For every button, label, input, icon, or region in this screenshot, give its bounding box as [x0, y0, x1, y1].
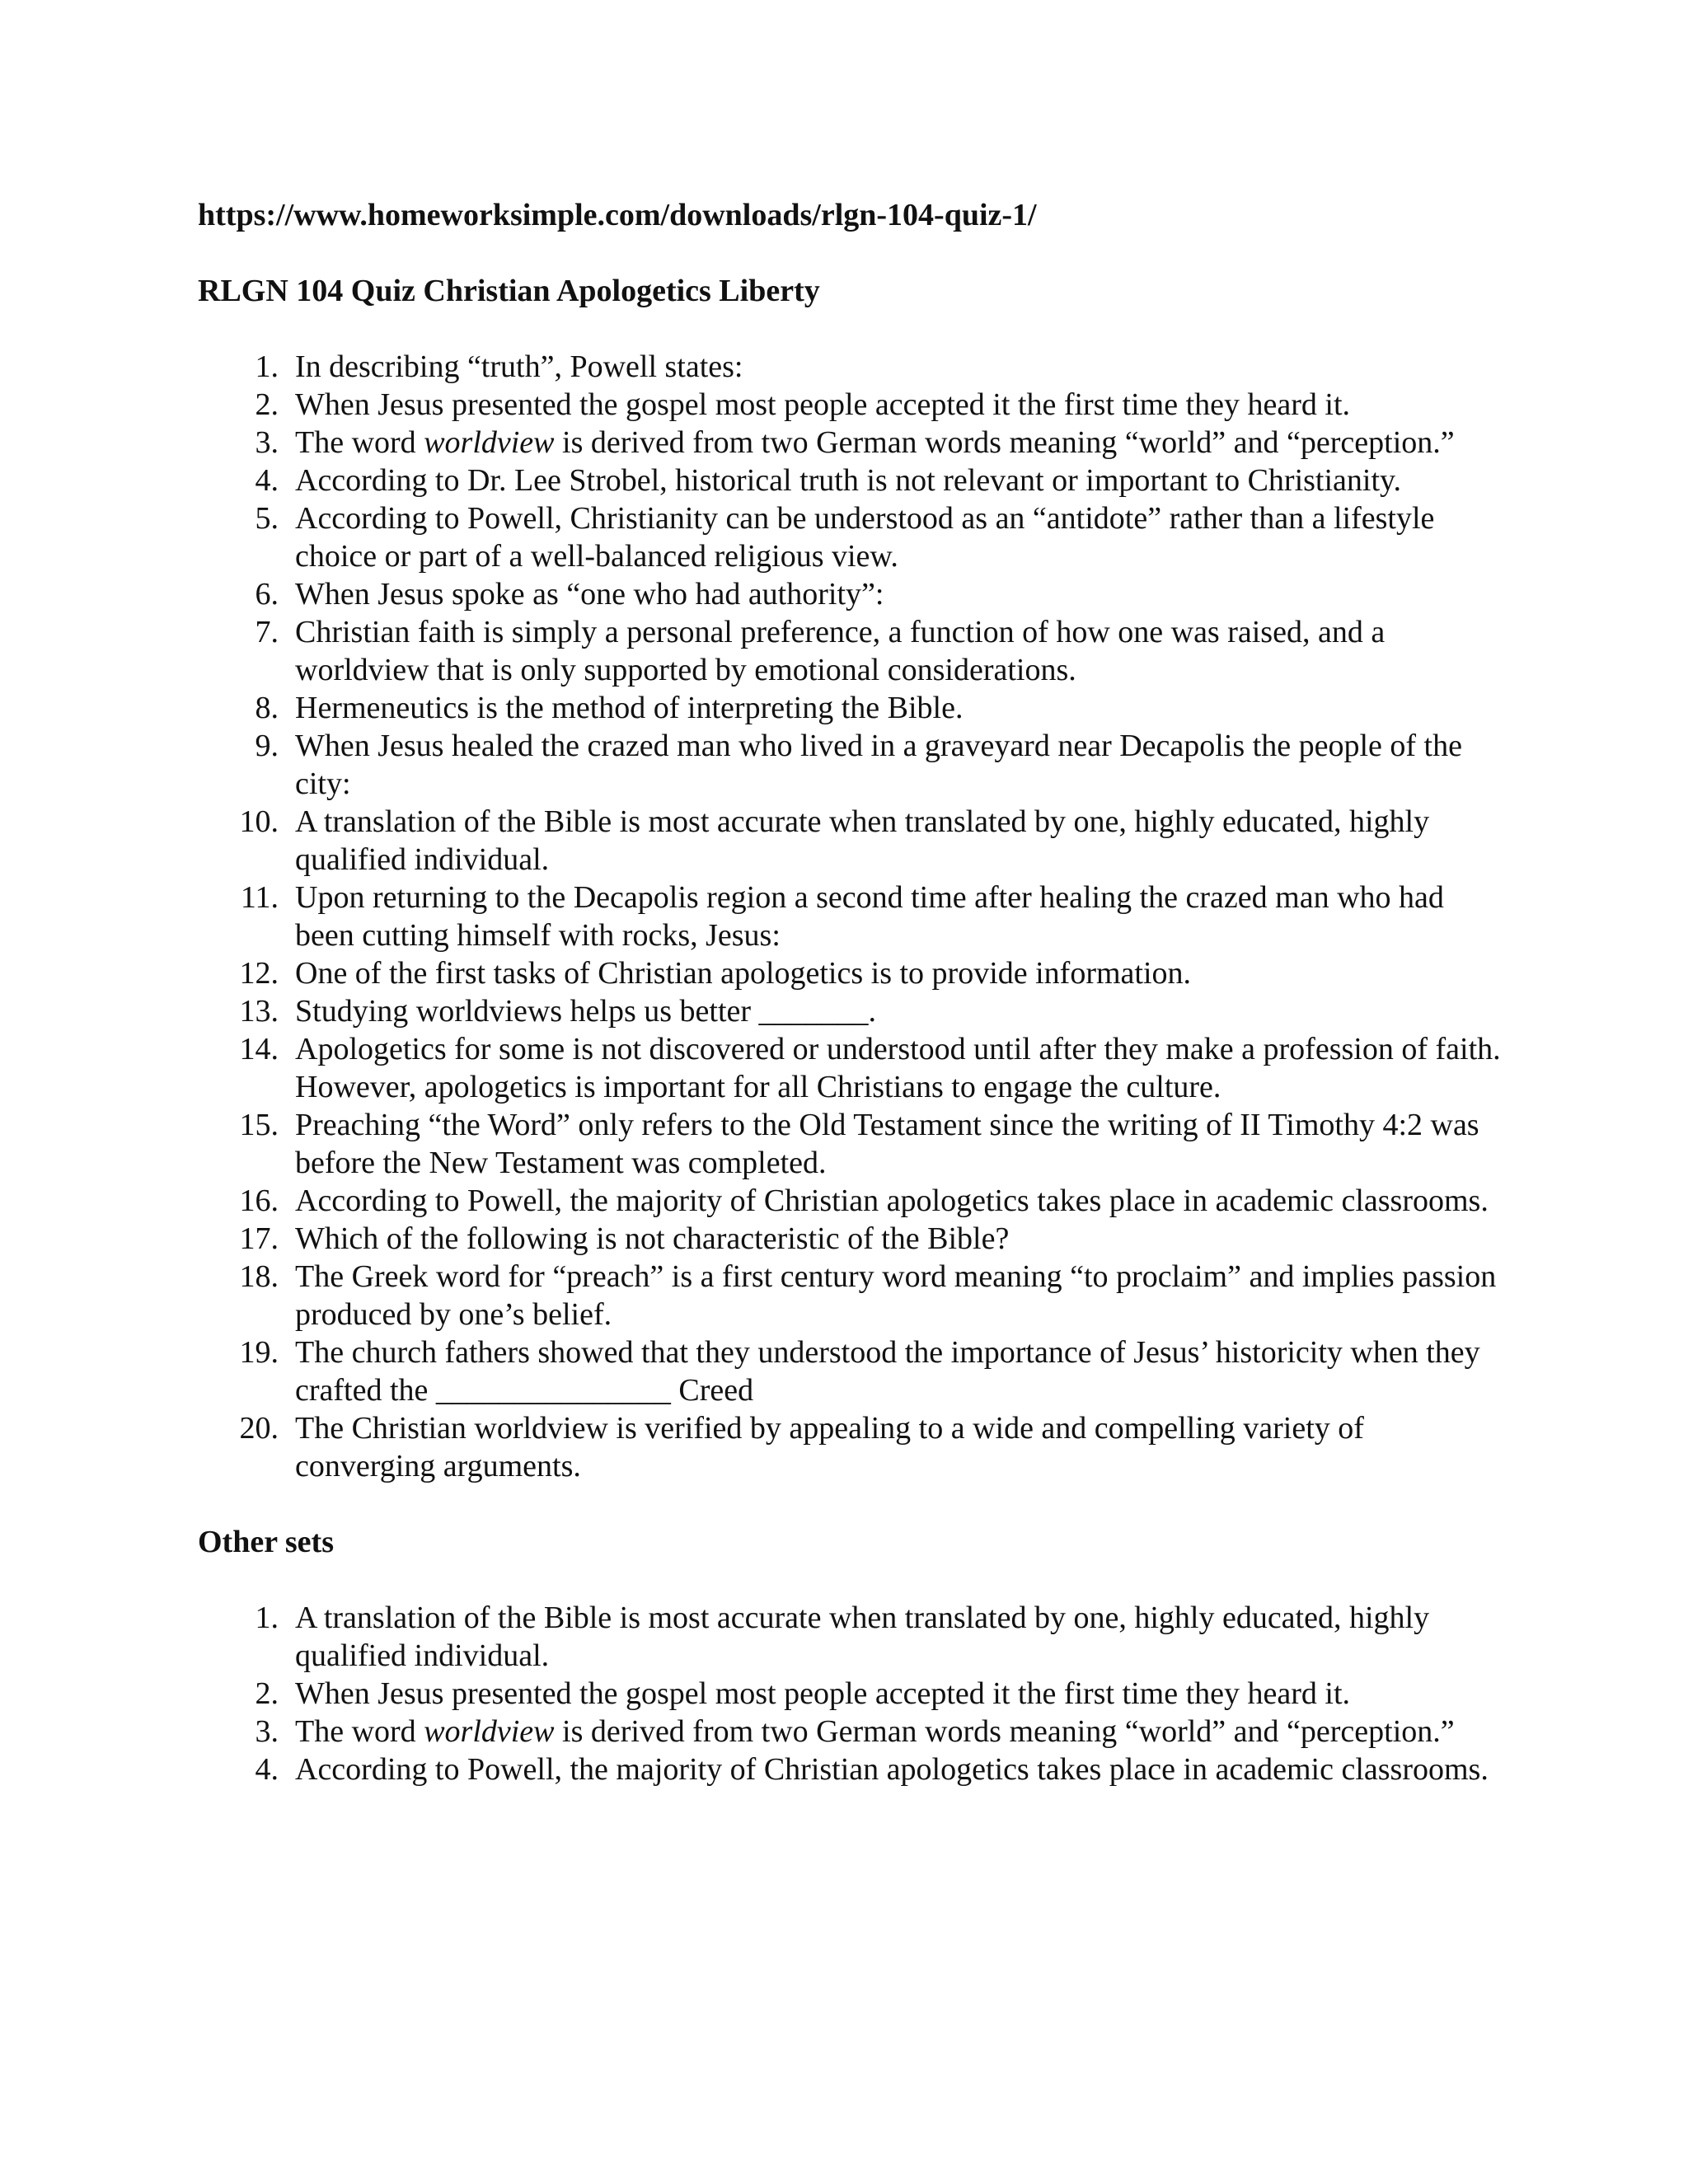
source-url: https://www.homeworksimple.com/downloads/rlgn-104-quiz-1/: [198, 198, 1037, 232]
question-text: In describing “truth”, Powell states:: [295, 349, 743, 384]
question-number: 16.: [239, 1183, 279, 1218]
question-text: According to Powell, the majority of Christian apologetics takes place in academic classrooms.: [295, 1183, 1489, 1218]
question-item: [198, 1182, 1508, 1220]
question-item: [198, 727, 1508, 803]
question-number: 17.: [239, 1221, 279, 1256]
question-number: 2.: [255, 1676, 279, 1711]
question-item: [198, 348, 1508, 386]
question-text: Which of the following is not characteristic of the Bible?: [295, 1221, 1010, 1256]
question-number: 3.: [255, 425, 279, 460]
question-number: 1.: [255, 1601, 279, 1635]
question-item: [198, 689, 1508, 727]
question-text: The word: [295, 1714, 424, 1749]
question-item: [198, 575, 1508, 613]
question-item: [198, 992, 1508, 1030]
question-number: 2.: [255, 387, 279, 422]
question-item: [198, 1220, 1508, 1258]
question-text: The Christian worldview is verified by appealing to a wide and compelling variety of converging arguments.: [295, 1411, 1364, 1483]
question-number: 20.: [239, 1411, 279, 1446]
question-number: 10.: [239, 804, 279, 839]
question-text: The church fathers showed that they understood the importance of Jesus’ historicity when they crafted the _______________ Creed: [295, 1335, 1480, 1408]
section-gap: [198, 1485, 1508, 1523]
question-text: Upon returning to the Decapolis region a second time after healing the crazed man who had been cutting himself with rocks, Jesus:: [295, 880, 1444, 953]
question-number: 18.: [239, 1259, 279, 1294]
question-number: 19.: [239, 1335, 279, 1370]
question-text: When Jesus healed the crazed man who lived in a graveyard near Decapolis the people of the city:: [295, 729, 1462, 801]
question-item: [198, 386, 1508, 424]
question-text: When Jesus presented the gospel most people accepted it the first time they heard it.: [295, 1676, 1350, 1711]
question-text: Studying worldviews helps us better _______.: [295, 994, 877, 1029]
question-item: [198, 499, 1508, 575]
question-number: 1.: [255, 349, 279, 384]
question-item: [198, 1599, 1508, 1675]
question-number: 4.: [255, 463, 279, 498]
question-number: 6.: [255, 577, 279, 612]
other-question-list: [198, 1599, 1508, 1788]
question-item: [198, 613, 1508, 689]
question-item: [198, 879, 1508, 954]
question-text: Hermeneutics is the method of interpreting the Bible.: [295, 691, 964, 725]
question-number: 11.: [240, 880, 279, 915]
quiz-title: RLGN 104 Quiz Christian Apologetics Liberty: [198, 274, 820, 308]
question-number: 13.: [239, 994, 279, 1029]
question-number: 3.: [255, 1714, 279, 1749]
question-number: 12.: [239, 956, 279, 991]
question-number: 7.: [255, 615, 279, 649]
question-item: [198, 1258, 1508, 1333]
question-item: [198, 424, 1508, 462]
question-list: [198, 348, 1508, 1485]
question-item: [198, 1713, 1508, 1750]
question-text: The word: [295, 425, 424, 460]
question-item: [198, 462, 1508, 499]
question-item: [198, 1030, 1508, 1106]
question-item: [198, 1106, 1508, 1182]
question-text: According to Powell, Christianity can be understood as an “antidote” rather than a lifestyle choice or part of a well-balanced religious view.: [295, 501, 1435, 574]
question-text: The Greek word for “preach” is a first century word meaning “to proclaim” and implies passion produced by one’s belief.: [295, 1259, 1497, 1332]
question-emphasis: worldview: [424, 1714, 555, 1749]
question-item: [198, 1675, 1508, 1713]
question-item: [198, 1333, 1508, 1409]
question-text: When Jesus presented the gospel most people accepted it the first time they heard it.: [295, 387, 1350, 422]
question-number: 15.: [239, 1108, 279, 1142]
question-number: 8.: [255, 691, 279, 725]
question-text: One of the first tasks of Christian apologetics is to provide information.: [295, 956, 1192, 991]
question-number: 9.: [255, 729, 279, 763]
question-text: A translation of the Bible is most accurate when translated by one, highly educated, highly qualified individual.: [295, 1601, 1430, 1673]
document-page: [198, 196, 1508, 1788]
question-text: According to Dr. Lee Strobel, historical truth is not relevant or important to Christianity.: [295, 463, 1402, 498]
question-item: [198, 1750, 1508, 1788]
question-text: A translation of the Bible is most accurate when translated by one, highly educated, highly qualified individual.: [295, 804, 1430, 877]
question-text-continued: is derived from two German words meaning “world” and “perception.”: [554, 425, 1455, 460]
question-emphasis: worldview: [424, 425, 555, 460]
question-item: [198, 1409, 1508, 1485]
question-text: Christian faith is simply a personal preference, a function of how one was raised, and a worldview that is only supported by emotional considerations.: [295, 615, 1386, 687]
question-text: Apologetics for some is not discovered or understood until after they make a profession of faith. However, apologetics is important for all Christians to engage the culture.: [295, 1032, 1501, 1104]
question-text-continued: is derived from two German words meaning “world” and “perception.”: [554, 1714, 1455, 1749]
question-number: 14.: [239, 1032, 279, 1066]
question-number: 5.: [255, 501, 279, 536]
other-sets-heading: Other sets: [198, 1525, 334, 1559]
question-item: [198, 954, 1508, 992]
question-text: When Jesus spoke as “one who had authority”:: [295, 577, 884, 612]
question-number: 4.: [255, 1752, 279, 1787]
question-text: According to Powell, the majority of Christian apologetics takes place in academic classrooms.: [295, 1752, 1489, 1787]
question-item: [198, 803, 1508, 879]
question-text: Preaching “the Word” only refers to the Old Testament since the writing of II Timothy 4:2 was before the New Testament was completed.: [295, 1108, 1479, 1180]
